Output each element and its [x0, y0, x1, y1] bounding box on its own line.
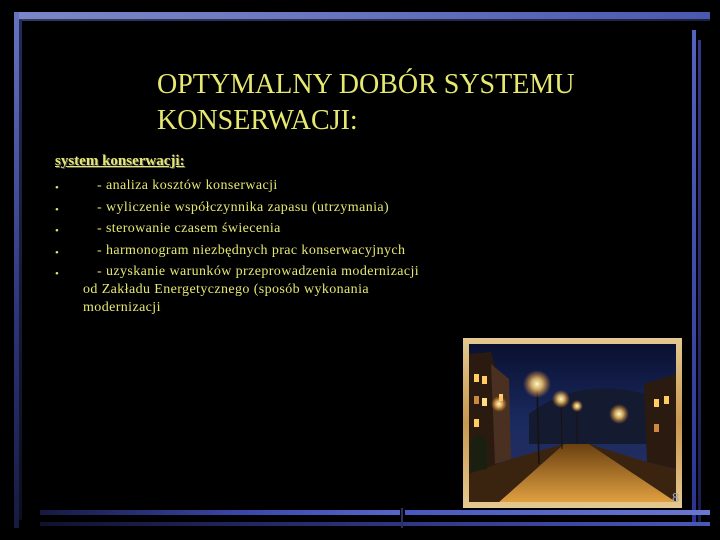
top-frame-shadow	[14, 19, 710, 21]
bullet-item	[55, 243, 615, 265]
slide-title	[157, 67, 677, 139]
slide-subtitle: system konserwacji:	[55, 153, 185, 169]
right-frame-shadow	[698, 40, 701, 522]
bullet-marker: •	[55, 268, 59, 280]
bullet-continuation-line-2: modernizacji	[83, 300, 161, 315]
bullet-marker: •	[55, 182, 59, 194]
bullet-text: - analiza kosztów konserwacji	[97, 178, 278, 193]
night-street-image	[469, 344, 676, 502]
bullet-item	[55, 200, 615, 222]
bullet-continuation	[83, 281, 503, 317]
bullet-text: - wyliczenie współczynnika zapasu (utrzymania)	[97, 199, 390, 215]
bullet-marker: •	[55, 203, 59, 216]
bottom-frame-bar-left	[40, 510, 400, 515]
bullet-marker: •	[55, 246, 59, 259]
slide-title-line-2: KONSERWACJI:	[157, 105, 358, 136]
bullet-text: - harmonogram niezbędnych prac konserwacyjnych	[97, 242, 406, 258]
bottom-frame-shadow	[40, 522, 710, 526]
street-lighting-photo	[463, 338, 682, 508]
right-frame-bar	[692, 30, 696, 522]
slide-number: 8	[672, 490, 680, 505]
bullet-item	[55, 221, 615, 243]
bullet-text: - uzyskanie warunków przeprowadzenia modernizacji	[97, 264, 420, 279]
left-frame-shadow	[19, 20, 22, 520]
top-frame-bar	[14, 12, 710, 19]
slide-title-line-1: OPTYMALNY DOBÓR SYSTEMU	[157, 69, 575, 100]
bullet-continuation-line-1: od Zakładu Energetycznego (sposób wykonania	[83, 282, 369, 297]
bottom-frame-divider	[401, 508, 403, 528]
bullet-item	[55, 178, 615, 200]
bullet-marker: •	[55, 225, 59, 237]
bullet-list	[55, 178, 615, 286]
bullet-text: - sterowanie czasem świecenia	[97, 221, 281, 236]
bottom-frame-bar-right	[405, 510, 710, 515]
